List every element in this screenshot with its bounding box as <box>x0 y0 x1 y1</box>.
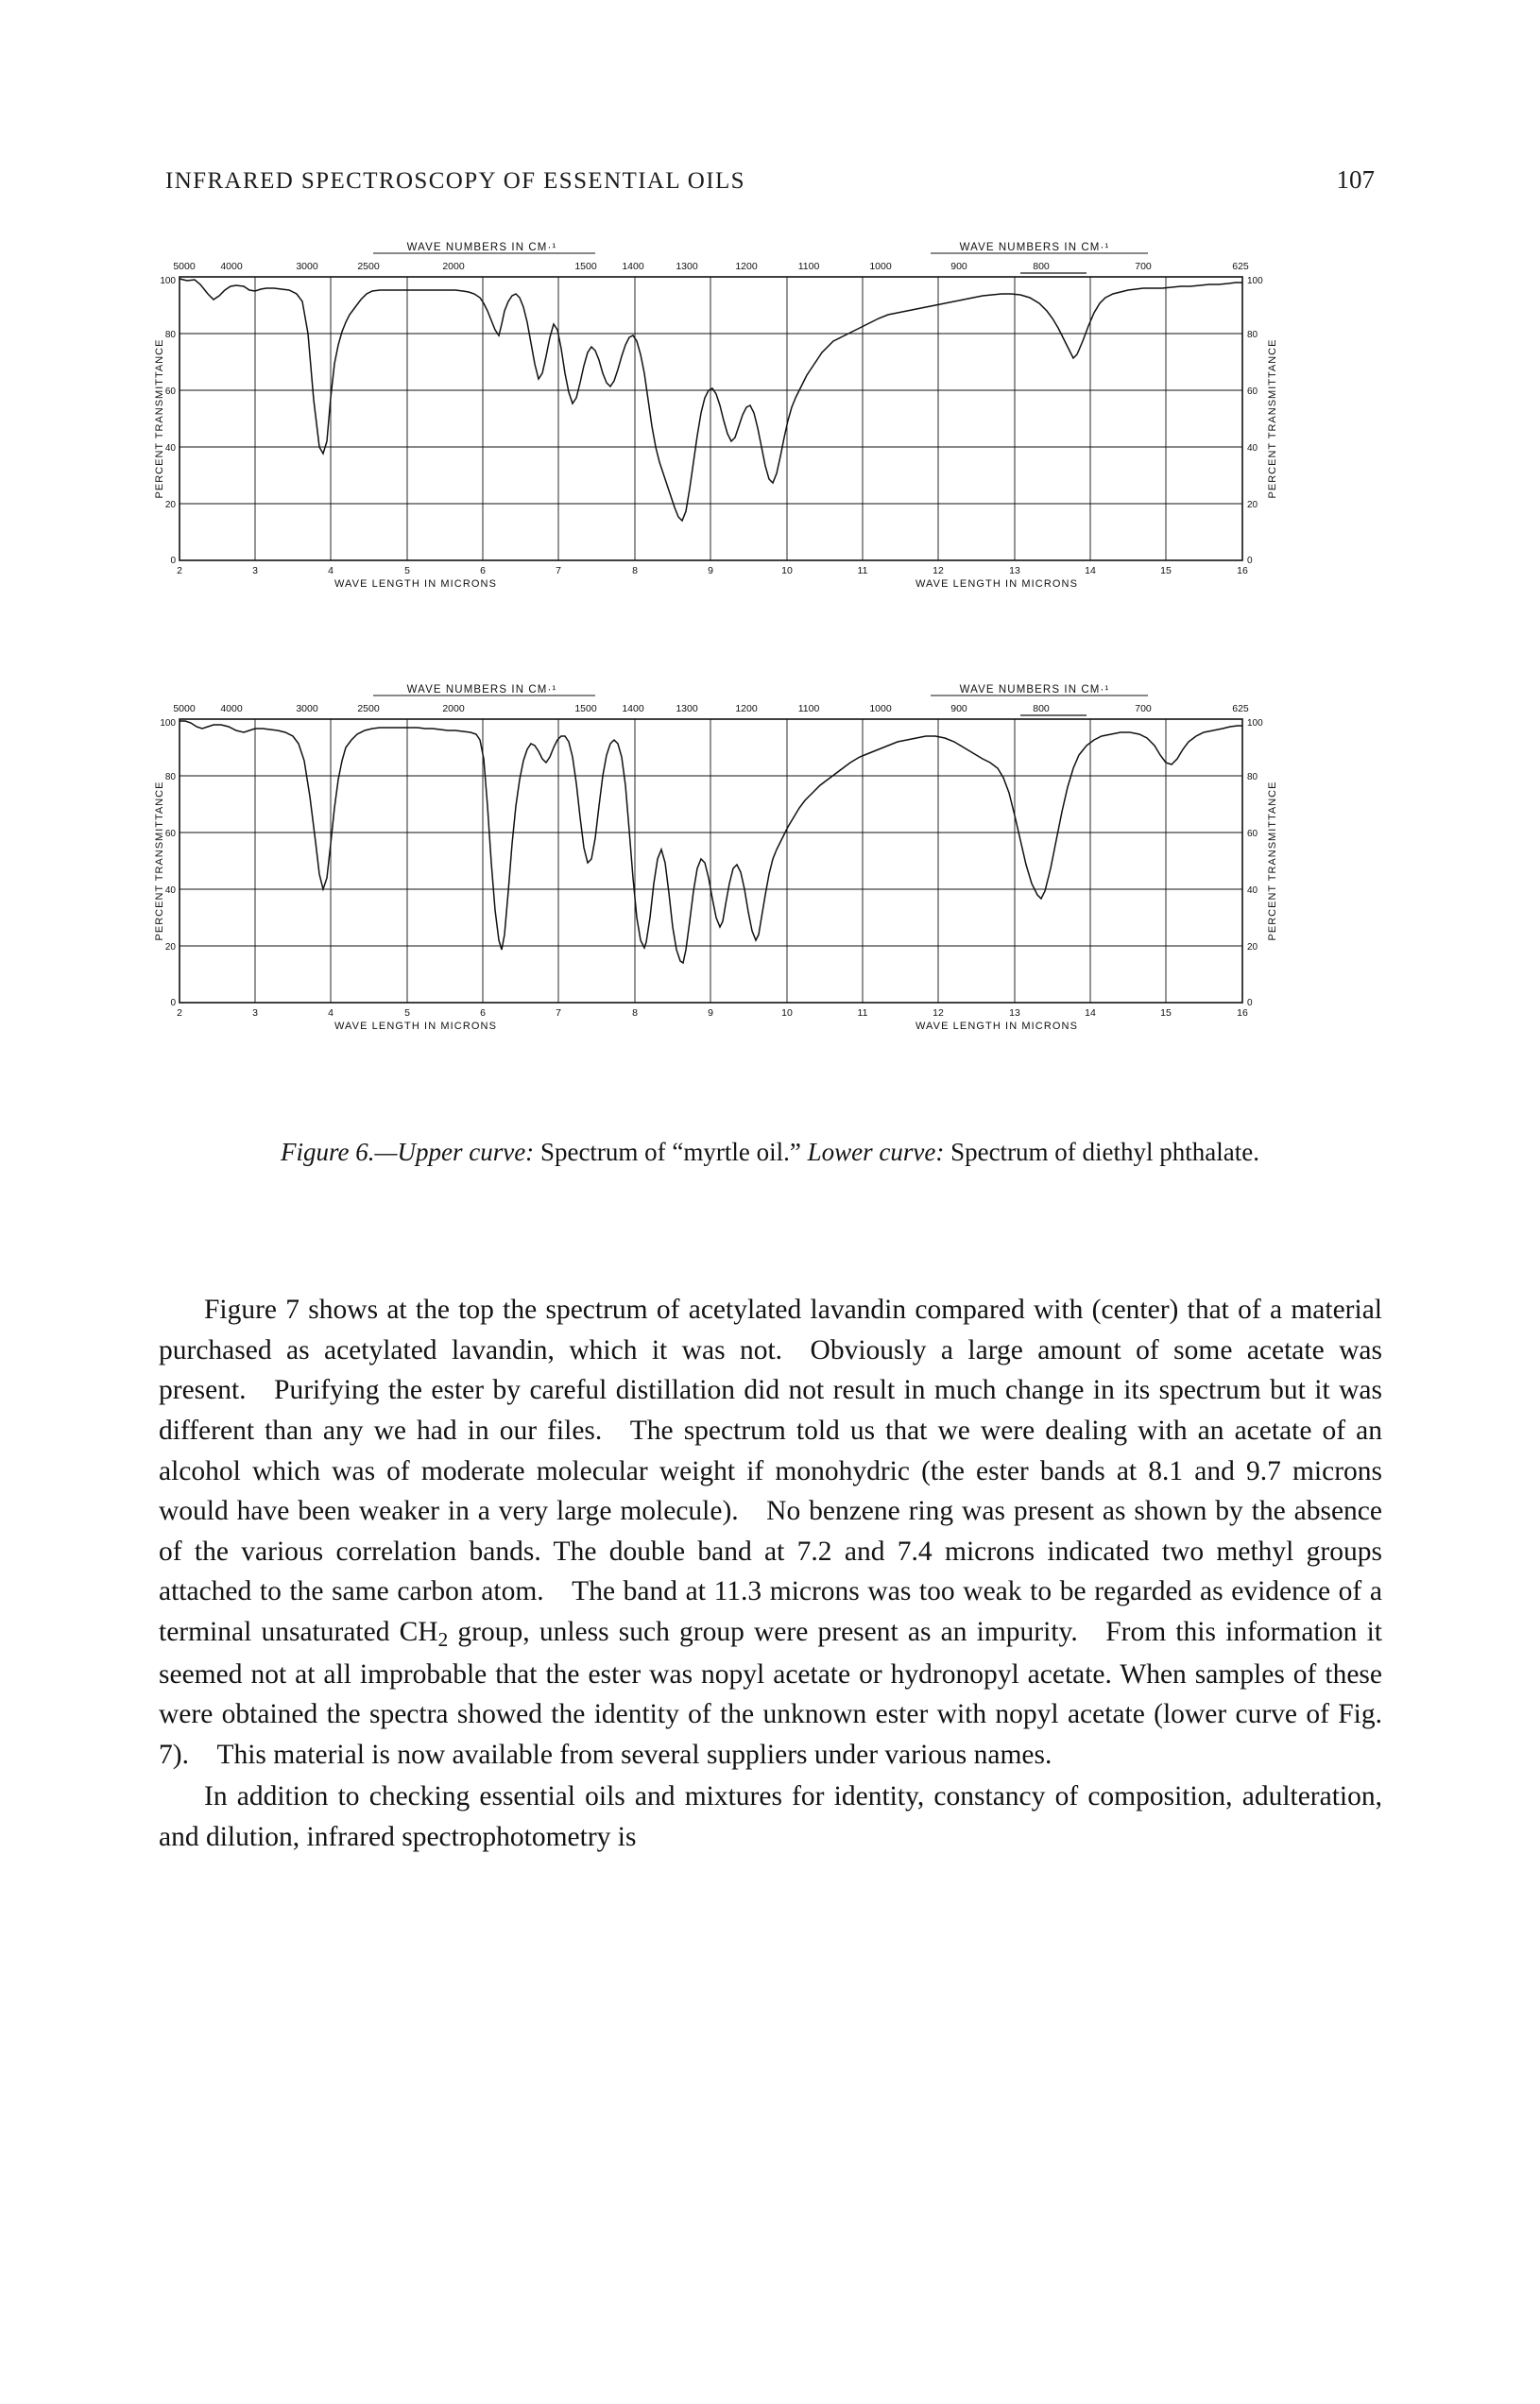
svg-text:1200: 1200 <box>735 703 758 714</box>
svg-text:3000: 3000 <box>296 703 318 714</box>
body-text <box>159 1290 1382 1858</box>
bottom-wavelength-ticks <box>177 1007 1248 1019</box>
svg-text:80: 80 <box>164 772 176 782</box>
svg-text:4: 4 <box>328 565 334 576</box>
svg-text:800: 800 <box>1033 261 1050 272</box>
svg-text:14: 14 <box>1085 1007 1096 1019</box>
paragraph-1-subscript: 2 <box>437 1627 449 1651</box>
svg-text:40: 40 <box>164 443 176 454</box>
svg-text:5: 5 <box>404 565 410 576</box>
svg-text:900: 900 <box>950 703 967 714</box>
svg-text:100: 100 <box>1247 276 1263 286</box>
svg-text:20: 20 <box>164 500 176 510</box>
svg-text:625: 625 <box>1232 261 1249 272</box>
svg-text:1500: 1500 <box>574 261 597 272</box>
svg-text:3000: 3000 <box>296 261 318 272</box>
svg-text:2000: 2000 <box>442 261 465 272</box>
svg-text:700: 700 <box>1135 703 1152 714</box>
svg-text:5: 5 <box>404 1007 410 1019</box>
top-right-axis-title: WAVE NUMBERS IN CM·¹ <box>959 242 1110 253</box>
spectrum-chart-upper <box>142 232 1398 647</box>
svg-text:800: 800 <box>1033 703 1050 714</box>
svg-text:100: 100 <box>160 718 176 729</box>
right-transmittance-ticks <box>1247 276 1263 566</box>
svg-text:11: 11 <box>857 565 868 576</box>
right-axis-title: PERCENT TRANSMITTANCE <box>1267 781 1278 941</box>
svg-text:40: 40 <box>1247 885 1258 896</box>
figure-caption-lower-label: Lower curve: <box>807 1138 945 1166</box>
svg-text:11: 11 <box>857 1007 868 1019</box>
svg-text:60: 60 <box>1247 829 1258 839</box>
svg-text:4: 4 <box>328 1007 334 1019</box>
spectrum-svg-upper <box>142 232 1398 647</box>
svg-text:12: 12 <box>933 565 944 576</box>
svg-text:9: 9 <box>708 1007 713 1019</box>
svg-text:20: 20 <box>164 942 176 953</box>
svg-text:1100: 1100 <box>797 703 820 714</box>
paragraph-1-part-2: group, unless such group were present as an impurity. From this information it seemed not at all improbable that the ester was nopyl acetate or hydronopyl acetate. When samples of these were obtained the spectra showed the identity of the unknown ester with nopyl acetate (lower curve of Fig. 7). This material is now available from several suppliers under various names. <box>159 1617 1382 1770</box>
svg-text:5000: 5000 <box>173 703 196 714</box>
svg-text:20: 20 <box>1247 500 1258 510</box>
svg-text:10: 10 <box>781 565 793 576</box>
svg-text:4000: 4000 <box>220 703 243 714</box>
svg-text:20: 20 <box>1247 942 1258 953</box>
svg-text:7: 7 <box>556 1007 561 1019</box>
figure-caption <box>142 1134 1398 1170</box>
svg-text:13: 13 <box>1009 1007 1020 1019</box>
svg-text:1400: 1400 <box>622 261 644 272</box>
svg-text:4000: 4000 <box>220 261 243 272</box>
svg-text:8: 8 <box>632 1007 638 1019</box>
figure-caption-prefix: Figure 6.— <box>280 1138 398 1166</box>
svg-text:15: 15 <box>1160 1007 1172 1019</box>
svg-text:1200: 1200 <box>735 261 758 272</box>
svg-text:0: 0 <box>170 998 176 1008</box>
figure-caption-upper-label: Upper curve: <box>397 1138 535 1166</box>
bottom-wavelength-ticks <box>177 565 1248 576</box>
left-axis-title: PERCENT TRANSMITTANCE <box>154 338 165 499</box>
bottom-left-axis-title: WAVE LENGTH IN MICRONS <box>334 1021 498 1032</box>
bottom-left-axis-title: WAVE LENGTH IN MICRONS <box>334 578 498 590</box>
svg-text:60: 60 <box>164 829 176 839</box>
svg-text:1300: 1300 <box>676 703 698 714</box>
svg-text:625: 625 <box>1232 703 1249 714</box>
top-left-axis-title: WAVE NUMBERS IN CM·¹ <box>406 242 557 253</box>
top-right-axis-title: WAVE NUMBERS IN CM·¹ <box>959 684 1110 695</box>
svg-text:3: 3 <box>252 565 258 576</box>
svg-text:8: 8 <box>632 565 638 576</box>
figure-6 <box>142 232 1398 1116</box>
svg-text:10: 10 <box>781 1007 793 1019</box>
svg-text:2500: 2500 <box>357 703 380 714</box>
svg-text:1000: 1000 <box>869 261 892 272</box>
svg-text:0: 0 <box>170 556 176 566</box>
figure-caption-upper-text: Spectrum of “myrtle oil.” <box>534 1138 808 1166</box>
svg-text:13: 13 <box>1009 565 1020 576</box>
svg-text:0: 0 <box>1247 556 1253 566</box>
svg-text:9: 9 <box>708 565 713 576</box>
page-number: 107 <box>1336 165 1375 194</box>
bottom-right-axis-title: WAVE LENGTH IN MICRONS <box>915 578 1079 590</box>
spectrum-trace-upper <box>180 279 1242 521</box>
right-transmittance-ticks <box>1247 718 1263 1008</box>
svg-text:6: 6 <box>480 565 486 576</box>
svg-text:2500: 2500 <box>357 261 380 272</box>
svg-text:2: 2 <box>177 1007 182 1019</box>
bottom-right-axis-title: WAVE LENGTH IN MICRONS <box>915 1021 1079 1032</box>
svg-text:1300: 1300 <box>676 261 698 272</box>
svg-text:1400: 1400 <box>622 703 644 714</box>
running-head <box>165 165 1375 195</box>
svg-text:15: 15 <box>1160 565 1172 576</box>
top-left-axis-title: WAVE NUMBERS IN CM·¹ <box>406 684 557 695</box>
svg-text:16: 16 <box>1237 1007 1248 1019</box>
svg-text:6: 6 <box>480 1007 486 1019</box>
spectrum-trace-lower <box>180 721 1242 963</box>
svg-text:7: 7 <box>556 565 561 576</box>
right-axis-title: PERCENT TRANSMITTANCE <box>1267 338 1278 499</box>
svg-text:80: 80 <box>164 330 176 340</box>
svg-text:80: 80 <box>1247 772 1258 782</box>
svg-text:80: 80 <box>1247 330 1258 340</box>
svg-text:2000: 2000 <box>442 703 465 714</box>
svg-text:900: 900 <box>950 261 967 272</box>
spectrum-chart-lower <box>142 674 1398 1090</box>
svg-text:5000: 5000 <box>173 261 196 272</box>
svg-text:100: 100 <box>160 276 176 286</box>
left-axis-title: PERCENT TRANSMITTANCE <box>154 781 165 941</box>
svg-text:700: 700 <box>1135 261 1152 272</box>
spectrum-svg-lower <box>142 674 1398 1090</box>
svg-text:40: 40 <box>1247 443 1258 454</box>
paragraph-1 <box>159 1290 1382 1775</box>
svg-text:12: 12 <box>933 1007 944 1019</box>
svg-text:1000: 1000 <box>869 703 892 714</box>
svg-text:16: 16 <box>1237 565 1248 576</box>
svg-text:2: 2 <box>177 565 182 576</box>
svg-text:40: 40 <box>164 885 176 896</box>
svg-text:3: 3 <box>252 1007 258 1019</box>
paragraph-1-part-1: Figure 7 shows at the top the spectrum of acetylated lavandin compared with (center) that of a material purchased as acetylated lavandin, which it was not. Obviously a large amount of some acetate was present. Purifying the ester by careful distillation did not result in much change in its spectrum but it was different than any we had in our files. The spectrum told us that we were dealing with an acetate of an alcohol which was of moderate molecular weight if monohydric (the ester bands at 8.1 and 9.7 microns would have been weaker in a very large molecule). No benzene ring was present as shown by the absence of the various correlation bands. The double band at 7.2 and 7.4 microns indicated two methyl groups attached to the same carbon atom. The band at 11.3 microns was too weak to be regarded as evidence of a terminal unsaturated CH <box>159 1295 1382 1647</box>
svg-text:60: 60 <box>1247 386 1258 397</box>
figure-caption-lower-text: Spectrum of diethyl phthalate. <box>944 1138 1259 1166</box>
paragraph-2: In addition to checking essential oils and mixtures for identity, constancy of composition, adulteration, and dilution, infrared spectrophotometry is <box>159 1781 1382 1853</box>
svg-text:0: 0 <box>1247 998 1253 1008</box>
svg-text:1500: 1500 <box>574 703 597 714</box>
svg-text:14: 14 <box>1085 565 1096 576</box>
svg-text:60: 60 <box>164 386 176 397</box>
svg-text:1100: 1100 <box>797 261 820 272</box>
svg-text:100: 100 <box>1247 718 1263 729</box>
running-head-title: INFRARED SPECTROSCOPY OF ESSENTIAL OILS <box>165 168 745 194</box>
